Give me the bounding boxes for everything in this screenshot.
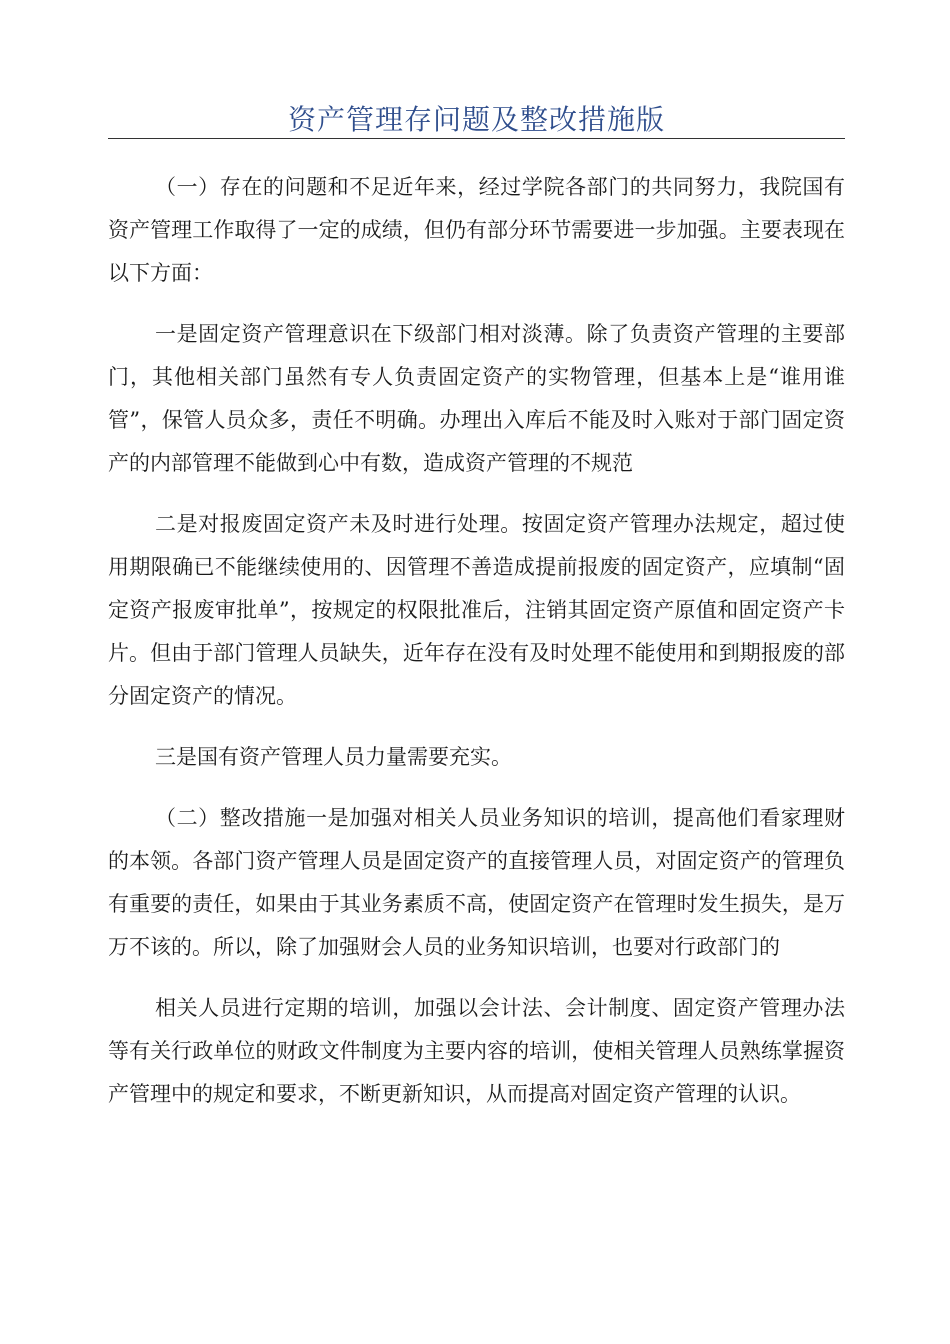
- title-underline: [108, 138, 845, 139]
- paragraph-training: 相关人员进行定期的培训，加强以会计法、会计制度、固定资产管理办法等有关行政单位的财政文件制度为主要内容的培训，使相关管理人员熟练掌握资产管理中的规定和要求，不断更新知识，从而提高对固定资产管理的认识。: [108, 996, 845, 1106]
- page-title: 资产管理存问题及整改措施版: [287, 103, 665, 136]
- paragraph-problems-intro: （一）存在的问题和不足近年来，经过学院各部门的共同努力，我院国有资产管理工作取得了一定的成绩，但仍有部分环节需要进一步加强。主要表现在以下方面：: [108, 175, 845, 285]
- paragraph-measures-intro: （二）整改措施一是加强对相关人员业务知识的培训，提高他们看家理财的本领。各部门资产管理人员是固定资产的直接管理人员，对固定资产的管理负有重要的责任，如果由于其业务素质不高，使固定资产在管理时发生损失，是万万不该的。所以，除了加强财会人员的业务知识培训，也要对行政部门的: [108, 806, 845, 959]
- paragraph-issue-two: 二是对报废固定资产未及时进行处理。按固定资产管理办法规定，超过使用期限确已不能继续使用的、因管理不善造成提前报废的固定资产，应填制“固定资产报废审批单”，按规定的权限批准后，注销其固定资产原值和固定资产卡片。但由于部门管理人员缺失，近年存在没有及时处理不能使用和到期报废的部分固定资产的情况。: [108, 512, 845, 708]
- document-body: [108, 166, 845, 1134]
- paragraph-issue-three: 三是国有资产管理人员力量需要充实。: [155, 745, 512, 769]
- paragraph-issue-one: 一是固定资产管理意识在下级部门相对淡薄。除了负责资产管理的主要部门，其他相关部门虽然有专人负责固定资产的实物管理，但基本上是“谁用谁管”，保管人员众多，责任不明确。办理出入库后不能及时入账对于部门固定资产的内部管理不能做到心中有数，造成资产管理的不规范: [108, 322, 845, 475]
